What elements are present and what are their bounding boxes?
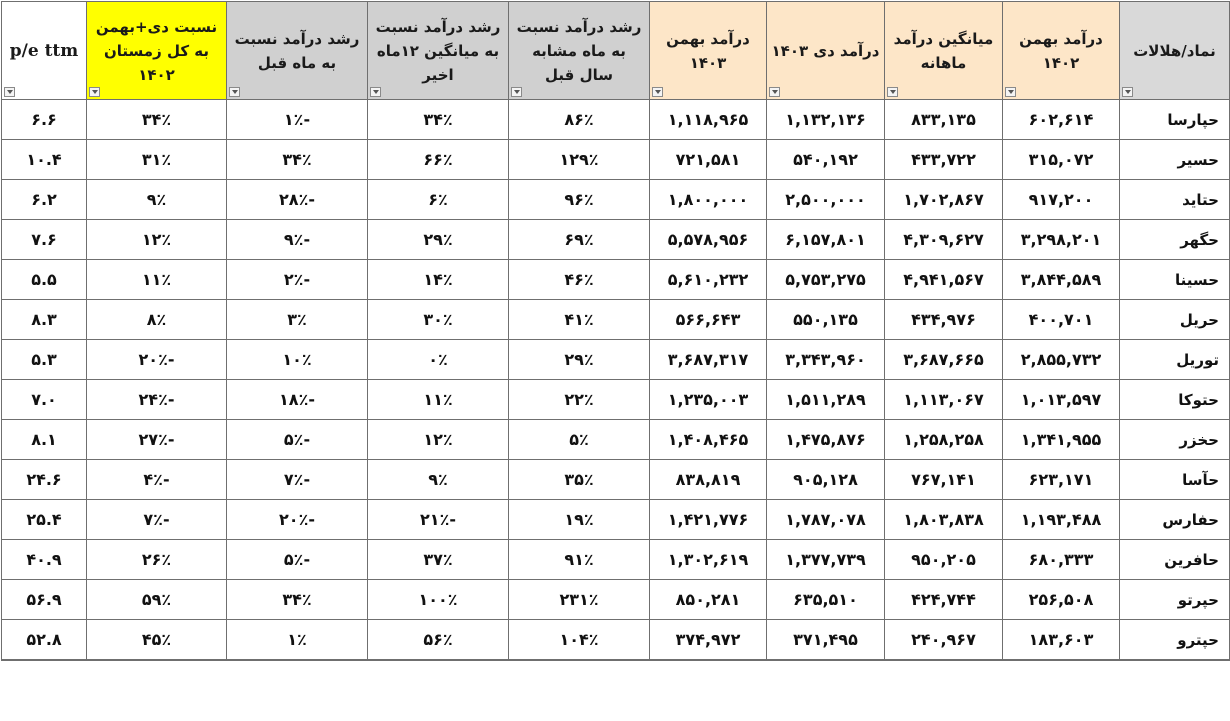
cell-growth-12m[interactable]: ۱۴٪	[368, 260, 509, 300]
cell-winter-ratio[interactable]: ۸٪	[87, 300, 227, 340]
table-row[interactable]	[2, 620, 1230, 661]
cell-rev-dey-1403[interactable]: ۵۵۰,۱۳۵	[767, 300, 885, 340]
cell-winter-ratio[interactable]: ۱۱٪	[87, 260, 227, 300]
header-growth-12m[interactable]	[368, 2, 509, 100]
header-growth-mom[interactable]	[227, 2, 368, 100]
cell-avg-monthly[interactable]: ۳,۶۸۷,۶۶۵	[885, 340, 1003, 380]
cell-growth-mom[interactable]: ۳۴٪	[227, 140, 368, 180]
cell-rev-bahman-1403[interactable]: ۸۳۸,۸۱۹	[650, 460, 767, 500]
cell-winter-ratio[interactable]: -۴٪	[87, 460, 227, 500]
cell-rev-bahman-1402[interactable]: ۶۰۲,۶۱۴	[1003, 100, 1120, 140]
table-row[interactable]	[2, 300, 1230, 340]
cell-avg-monthly[interactable]: ۲۴۰,۹۶۷	[885, 620, 1003, 661]
cell-symbol[interactable]: حپارسا	[1120, 100, 1230, 140]
cell-avg-monthly[interactable]: ۱,۷۰۲,۸۶۷	[885, 180, 1003, 220]
cell-rev-bahman-1402[interactable]: ۲۵۶,۵۰۸	[1003, 580, 1120, 620]
cell-growth-mom[interactable]: -۱٪	[227, 100, 368, 140]
header-label: رشد درآمد نسبت به ماه قبل	[234, 29, 360, 72]
cell-rev-bahman-1402[interactable]: ۶۸۰,۳۳۳	[1003, 540, 1120, 580]
cell-growth-12m[interactable]: ۹٪	[368, 460, 509, 500]
cell-pe[interactable]: ۶.۶	[2, 100, 87, 140]
cell-symbol[interactable]: حتوکا	[1120, 380, 1230, 420]
cell-growth-yoy[interactable]: ۱۲۹٪	[509, 140, 650, 180]
cell-winter-ratio[interactable]: ۳۴٪	[87, 100, 227, 140]
cell-rev-dey-1403[interactable]: ۱,۷۸۷,۰۷۸	[767, 500, 885, 540]
cell-growth-yoy[interactable]: ۱۰۴٪	[509, 620, 650, 661]
cell-growth-mom[interactable]: -۲۰٪	[227, 500, 368, 540]
cell-growth-yoy[interactable]: ۵٪	[509, 420, 650, 460]
cell-rev-dey-1403[interactable]: ۱,۳۷۷,۷۳۹	[767, 540, 885, 580]
header-growth-yoy[interactable]	[509, 2, 650, 100]
cell-pe[interactable]: ۸.۳	[2, 300, 87, 340]
cell-symbol[interactable]: حفارس	[1120, 500, 1230, 540]
cell-avg-monthly[interactable]: ۸۳۳,۱۳۵	[885, 100, 1003, 140]
cell-rev-bahman-1402[interactable]: ۴۰۰,۷۰۱	[1003, 300, 1120, 340]
cell-symbol[interactable]: توریل	[1120, 340, 1230, 380]
table-row[interactable]	[2, 420, 1230, 460]
cell-pe[interactable]: ۴۰.۹	[2, 540, 87, 580]
cell-symbol[interactable]: حتاید	[1120, 180, 1230, 220]
cell-growth-yoy[interactable]: ۲۳۱٪	[509, 580, 650, 620]
cell-growth-yoy[interactable]: ۲۹٪	[509, 340, 650, 380]
cell-growth-yoy[interactable]: ۶۹٪	[509, 220, 650, 260]
cell-symbol[interactable]: حپرتو	[1120, 580, 1230, 620]
header-rev-bahman-1402[interactable]	[1003, 2, 1120, 100]
cell-growth-mom[interactable]: ۱٪	[227, 620, 368, 661]
filter-dropdown-icon[interactable]	[4, 87, 15, 97]
cell-rev-bahman-1403[interactable]: ۱,۱۱۸,۹۶۵	[650, 100, 767, 140]
cell-growth-mom[interactable]: ۳٪	[227, 300, 368, 340]
cell-rev-bahman-1402[interactable]: ۱,۳۴۱,۹۵۵	[1003, 420, 1120, 460]
table-row[interactable]	[2, 460, 1230, 500]
cell-rev-dey-1403[interactable]: ۱,۱۳۲,۱۳۶	[767, 100, 885, 140]
cell-rev-bahman-1402[interactable]: ۱۸۳,۶۰۳	[1003, 620, 1120, 661]
cell-growth-yoy[interactable]: ۹۶٪	[509, 180, 650, 220]
cell-rev-dey-1403[interactable]: ۱,۵۱۱,۲۸۹	[767, 380, 885, 420]
cell-winter-ratio[interactable]: ۲۶٪	[87, 540, 227, 580]
table-body	[2, 100, 1230, 661]
cell-avg-monthly[interactable]: ۴,۳۰۹,۶۲۷	[885, 220, 1003, 260]
cell-avg-monthly[interactable]: ۴۲۴,۷۴۴	[885, 580, 1003, 620]
cell-rev-bahman-1402[interactable]: ۳,۲۹۸,۲۰۱	[1003, 220, 1120, 260]
cell-rev-dey-1403[interactable]: ۶۳۵,۵۱۰	[767, 580, 885, 620]
cell-symbol[interactable]: حگهر	[1120, 220, 1230, 260]
cell-rev-bahman-1403[interactable]: ۵,۶۱۰,۲۳۲	[650, 260, 767, 300]
cell-symbol[interactable]: حآسا	[1120, 460, 1230, 500]
cell-winter-ratio[interactable]: ۳۱٪	[87, 140, 227, 180]
cell-rev-dey-1403[interactable]: ۳,۳۴۳,۹۶۰	[767, 340, 885, 380]
filter-dropdown-icon[interactable]	[370, 87, 381, 97]
cell-rev-bahman-1402[interactable]: ۳۱۵,۰۷۲	[1003, 140, 1120, 180]
cell-rev-bahman-1403[interactable]: ۷۲۱,۵۸۱	[650, 140, 767, 180]
cell-growth-mom[interactable]: -۹٪	[227, 220, 368, 260]
cell-pe[interactable]: ۱۰.۴	[2, 140, 87, 180]
cell-growth-12m[interactable]: ۱۲٪	[368, 420, 509, 460]
cell-symbol[interactable]: حسینا	[1120, 260, 1230, 300]
cell-growth-mom[interactable]: ۱۰٪	[227, 340, 368, 380]
cell-growth-12m[interactable]: ۲۹٪	[368, 220, 509, 260]
cell-growth-12m[interactable]: ۰٪	[368, 340, 509, 380]
header-label: نسبت دی+بهمن به کل زمستان ۱۴۰۲	[95, 17, 218, 84]
cell-avg-monthly[interactable]: ۴۳۳,۷۲۲	[885, 140, 1003, 180]
cell-symbol[interactable]: حخزر	[1120, 420, 1230, 460]
cell-pe[interactable]: ۶.۲	[2, 180, 87, 220]
cell-growth-yoy[interactable]: ۲۲٪	[509, 380, 650, 420]
table-row[interactable]	[2, 180, 1230, 220]
table-row[interactable]	[2, 540, 1230, 580]
filter-dropdown-icon[interactable]	[652, 87, 663, 97]
header-label: میانگین درآمد ماهانه	[893, 29, 994, 72]
cell-symbol[interactable]: حریل	[1120, 300, 1230, 340]
table-row[interactable]	[2, 100, 1230, 140]
cell-rev-bahman-1402[interactable]: ۳,۸۴۴,۵۸۹	[1003, 260, 1120, 300]
filter-dropdown-icon[interactable]	[511, 87, 522, 97]
cell-growth-yoy[interactable]: ۴۶٪	[509, 260, 650, 300]
cell-growth-yoy[interactable]: ۱۹٪	[509, 500, 650, 540]
cell-avg-monthly[interactable]: ۷۶۷,۱۴۱	[885, 460, 1003, 500]
header-symbol[interactable]	[1120, 2, 1230, 100]
cell-rev-bahman-1402[interactable]: ۶۲۳,۱۷۱	[1003, 460, 1120, 500]
cell-rev-bahman-1402[interactable]: ۲,۸۵۵,۷۳۲	[1003, 340, 1120, 380]
header-label: درآمد بهمن ۱۴۰۳	[666, 29, 750, 72]
filter-dropdown-icon[interactable]	[229, 87, 240, 97]
cell-rev-bahman-1403[interactable]: ۱,۴۰۸,۴۶۵	[650, 420, 767, 460]
cell-growth-yoy[interactable]: ۴۱٪	[509, 300, 650, 340]
cell-avg-monthly[interactable]: ۹۵۰,۲۰۵	[885, 540, 1003, 580]
cell-growth-yoy[interactable]: ۹۱٪	[509, 540, 650, 580]
cell-rev-bahman-1403[interactable]: ۱,۸۰۰,۰۰۰	[650, 180, 767, 220]
cell-winter-ratio[interactable]: ۵۹٪	[87, 580, 227, 620]
cell-winter-ratio[interactable]: -۷٪	[87, 500, 227, 540]
filter-dropdown-icon[interactable]	[887, 87, 898, 97]
cell-rev-dey-1403[interactable]: ۵,۷۵۳,۲۷۵	[767, 260, 885, 300]
cell-growth-12m[interactable]: ۱۰۰٪	[368, 580, 509, 620]
table-row[interactable]	[2, 500, 1230, 540]
header-label: درآمد دی ۱۴۰۳	[771, 41, 880, 60]
cell-pe[interactable]: ۲۴.۶	[2, 460, 87, 500]
cell-growth-12m[interactable]: ۵۶٪	[368, 620, 509, 661]
cell-rev-bahman-1403[interactable]: ۳۷۴,۹۷۲	[650, 620, 767, 661]
cell-pe[interactable]: ۵.۳	[2, 340, 87, 380]
cell-pe[interactable]: ۵۶.۹	[2, 580, 87, 620]
cell-avg-monthly[interactable]: ۱,۸۰۳,۸۳۸	[885, 500, 1003, 540]
cell-growth-12m[interactable]: ۳۴٪	[368, 100, 509, 140]
cell-pe[interactable]: ۵۲.۸	[2, 620, 87, 661]
cell-rev-bahman-1403[interactable]: ۱,۳۰۲,۶۱۹	[650, 540, 767, 580]
cell-growth-12m[interactable]: ۳۷٪	[368, 540, 509, 580]
table-row[interactable]	[2, 580, 1230, 620]
cell-rev-bahman-1403[interactable]: ۱,۴۲۱,۷۷۶	[650, 500, 767, 540]
cell-rev-dey-1403[interactable]: ۳۷۱,۴۹۵	[767, 620, 885, 661]
cell-rev-bahman-1403[interactable]: ۱,۲۳۵,۰۰۳	[650, 380, 767, 420]
cell-growth-mom[interactable]: -۷٪	[227, 460, 368, 500]
cell-growth-yoy[interactable]: ۳۵٪	[509, 460, 650, 500]
cell-pe[interactable]: ۲۵.۴	[2, 500, 87, 540]
cell-rev-dey-1403[interactable]: ۱,۴۷۵,۸۷۶	[767, 420, 885, 460]
table-row[interactable]	[2, 340, 1230, 380]
cell-rev-bahman-1403[interactable]: ۵۶۶,۶۴۳	[650, 300, 767, 340]
header-avg-monthly[interactable]	[885, 2, 1003, 100]
header-rev-bahman-1403[interactable]	[650, 2, 767, 100]
cell-growth-12m[interactable]: ۳۰٪	[368, 300, 509, 340]
cell-rev-bahman-1403[interactable]: ۵,۵۷۸,۹۵۶	[650, 220, 767, 260]
cell-growth-12m[interactable]: ۶٪	[368, 180, 509, 220]
cell-growth-12m[interactable]: ۱۱٪	[368, 380, 509, 420]
cell-rev-bahman-1402[interactable]: ۱,۱۹۳,۴۸۸	[1003, 500, 1120, 540]
cell-growth-mom[interactable]: -۵٪	[227, 540, 368, 580]
cell-symbol[interactable]: حافرین	[1120, 540, 1230, 580]
header-pe[interactable]	[2, 2, 87, 100]
cell-pe[interactable]: ۷.۶	[2, 220, 87, 260]
cell-rev-dey-1403[interactable]: ۵۴۰,۱۹۲	[767, 140, 885, 180]
cell-growth-yoy[interactable]: ۸۶٪	[509, 100, 650, 140]
header-winter-ratio[interactable]	[87, 2, 227, 100]
revenue-table	[1, 1, 1230, 661]
cell-growth-mom[interactable]: -۱۸٪	[227, 380, 368, 420]
cell-winter-ratio[interactable]: -۲۰٪	[87, 340, 227, 380]
cell-avg-monthly[interactable]: ۱,۲۵۸,۲۵۸	[885, 420, 1003, 460]
filter-dropdown-icon[interactable]	[1122, 87, 1133, 97]
header-label: رشد درآمد نسبت به میانگین ۱۲ماه اخیر	[375, 17, 501, 84]
header-rev-dey-1403[interactable]	[767, 2, 885, 100]
cell-symbol[interactable]: حسیر	[1120, 140, 1230, 180]
cell-growth-mom[interactable]: ۳۴٪	[227, 580, 368, 620]
cell-winter-ratio[interactable]: ۱۲٪	[87, 220, 227, 260]
cell-avg-monthly[interactable]: ۴,۹۴۱,۵۶۷	[885, 260, 1003, 300]
cell-rev-bahman-1402[interactable]: ۱,۰۱۳,۵۹۷	[1003, 380, 1120, 420]
header-row	[2, 2, 1230, 100]
table-row[interactable]	[2, 140, 1230, 180]
cell-avg-monthly[interactable]: ۱,۱۱۳,۰۶۷	[885, 380, 1003, 420]
cell-pe[interactable]: ۵.۵	[2, 260, 87, 300]
cell-growth-12m[interactable]: -۲۱٪	[368, 500, 509, 540]
cell-rev-bahman-1403[interactable]: ۸۵۰,۲۸۱	[650, 580, 767, 620]
filter-dropdown-icon[interactable]	[1005, 87, 1016, 97]
filter-dropdown-icon[interactable]	[89, 87, 100, 97]
cell-winter-ratio[interactable]: -۲۴٪	[87, 380, 227, 420]
filter-dropdown-icon[interactable]	[769, 87, 780, 97]
table-row[interactable]	[2, 380, 1230, 420]
cell-growth-mom[interactable]: -۲٪	[227, 260, 368, 300]
cell-pe[interactable]: ۷.۰	[2, 380, 87, 420]
cell-rev-dey-1403[interactable]: ۲,۵۰۰,۰۰۰	[767, 180, 885, 220]
cell-rev-dey-1403[interactable]: ۹۰۵,۱۲۸	[767, 460, 885, 500]
cell-winter-ratio[interactable]: ۹٪	[87, 180, 227, 220]
cell-pe[interactable]: ۸.۱	[2, 420, 87, 460]
header-label: p/e ttm	[9, 40, 79, 61]
cell-growth-mom[interactable]: -۲۸٪	[227, 180, 368, 220]
header-label: رشد درآمد نسبت به ماه مشابه سال قبل	[516, 17, 642, 84]
cell-growth-mom[interactable]: -۵٪	[227, 420, 368, 460]
cell-rev-dey-1403[interactable]: ۶,۱۵۷,۸۰۱	[767, 220, 885, 260]
table-row[interactable]	[2, 220, 1230, 260]
cell-winter-ratio[interactable]: -۲۷٪	[87, 420, 227, 460]
cell-rev-bahman-1402[interactable]: ۹۱۷,۲۰۰	[1003, 180, 1120, 220]
header-label: نماد/هلالات	[1133, 41, 1216, 60]
cell-winter-ratio[interactable]: ۴۵٪	[87, 620, 227, 661]
table-row[interactable]	[2, 260, 1230, 300]
cell-growth-12m[interactable]: ۶۶٪	[368, 140, 509, 180]
header-label: درآمد بهمن ۱۴۰۲	[1019, 29, 1103, 72]
cell-symbol[interactable]: حپترو	[1120, 620, 1230, 661]
cell-avg-monthly[interactable]: ۴۳۴,۹۷۶	[885, 300, 1003, 340]
cell-rev-bahman-1403[interactable]: ۳,۶۸۷,۳۱۷	[650, 340, 767, 380]
